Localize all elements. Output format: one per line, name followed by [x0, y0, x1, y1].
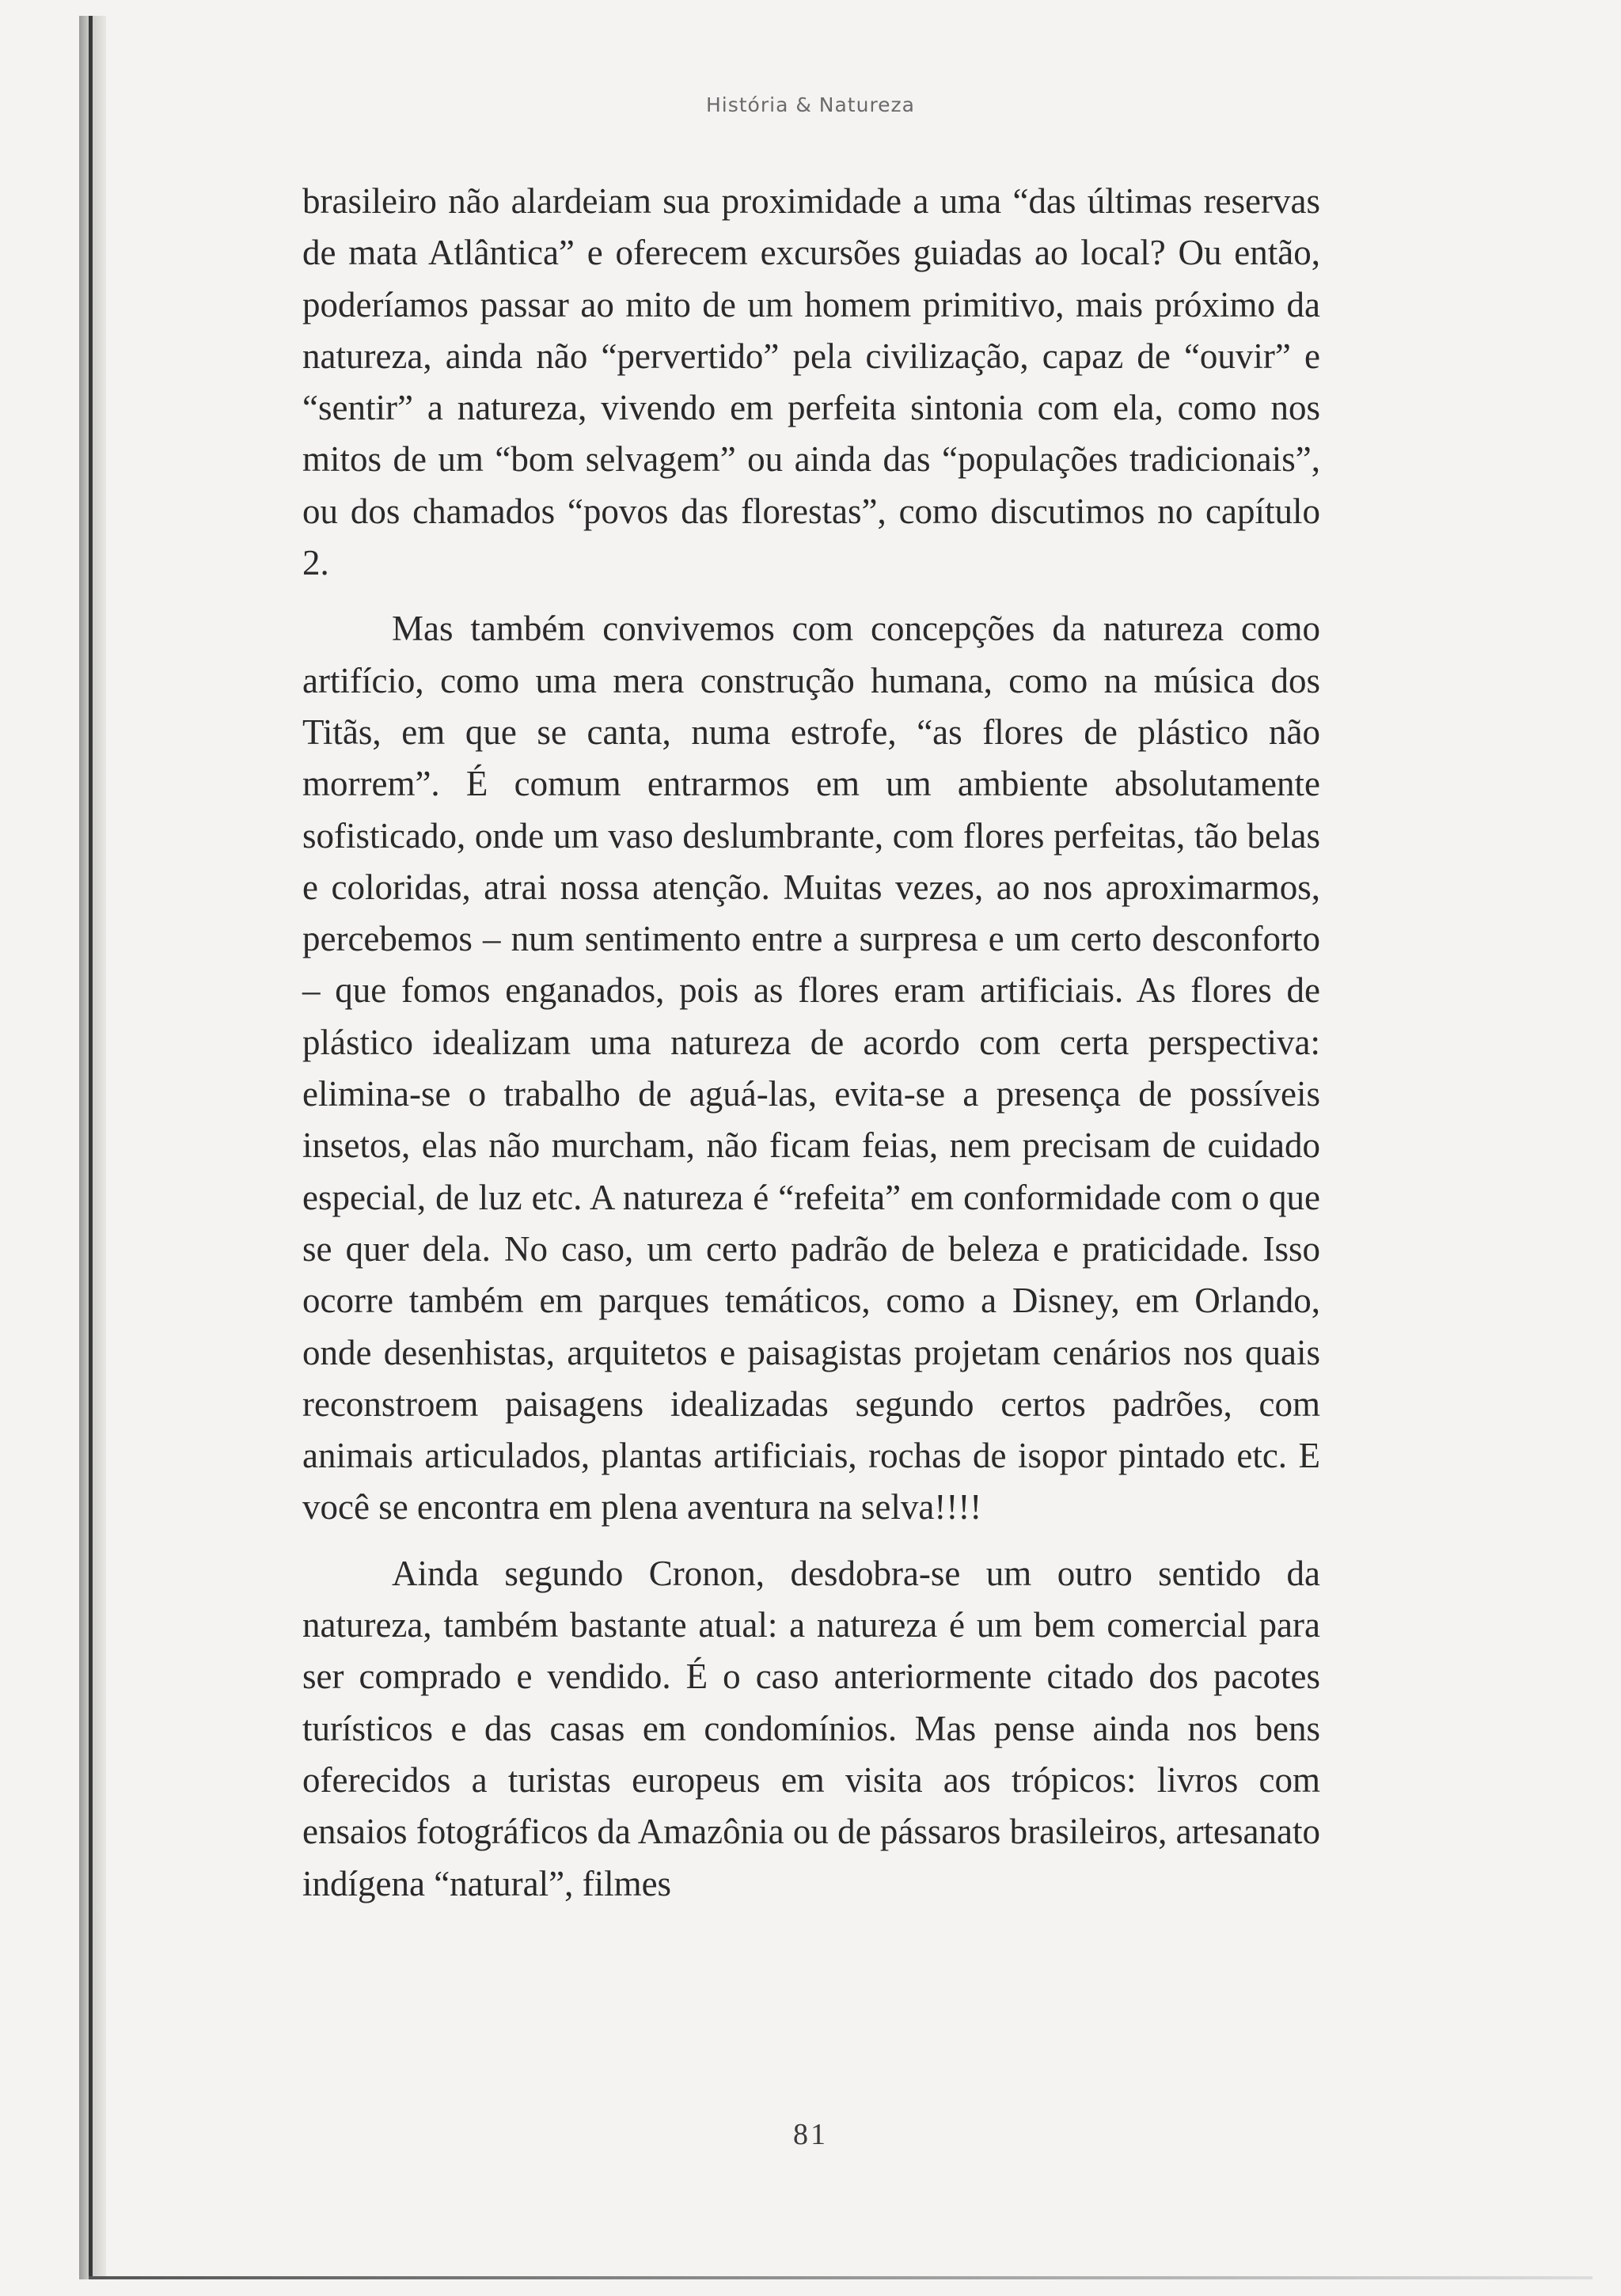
binding-shadow: [79, 16, 106, 2279]
binding-edge: [89, 16, 93, 2279]
body-text: [302, 176, 1320, 1910]
running-header: História & Natureza: [705, 93, 916, 116]
page-bottom-edge: [89, 2276, 1593, 2279]
page-number: 81: [793, 2118, 828, 2151]
paragraph-1: brasileiro não alardeiam sua proximidade a uma “das últimas reservas de mata Atlântica” e oferecem excursões guiadas ao local? Ou então, poderíamos passar ao mito de um homem primitivo, mais próximo da natureza, ainda não “pervertido” pela civilização, capaz de “ouvir” e “sentir” a natureza, vivendo em perfeita sintonia com ela, como nos mitos de um “bom selvagem” ou ainda das “populações tradicionais”, ou dos chamados “povos das florestas”, como discutimos no capítulo 2.: [302, 181, 1320, 583]
paragraph-2: Mas também convivemos com concepções da natureza como artifício, como uma mera construção humana, como na música dos Titãs, em que se canta, numa estrofe, “as flores de plástico não morrem”. É comum entrarmos em um ambiente absolutamente sofisticado, onde um vaso deslumbrante, com flores perfeitas, tão belas e coloridas, atrai nossa atenção. Muitas vezes, ao nos aproximarmos, percebemos – num sentimento entre a surpresa e um certo desconforto – que fomos enganados, pois as flores eram artificiais. As flores de plástico idealizam uma natureza de acordo com certa perspectiva: elimina-se o trabalho de aguá-las, evita-se a presença de possíveis insetos, elas não murcham, não ficam feias, nem precisam de cuidado especial, de luz etc. A natureza é “refeita” em conformidade com o que se quer dela. No caso, um certo padrão de beleza e praticidade. Isso ocorre também em parques temáticos, como a Disney, em Orlando, onde desenhistas, arquitetos e paisagistas projetam cenários nos quais reconstroem paisagens idealizadas segundo certos padrões, com animais articulados, plantas artificiais, rochas de isopor pintado etc. E você se encontra em plena aventura na selva!!!!: [302, 609, 1320, 1528]
paragraph-3: Ainda segundo Cronon, desdobra-se um outro sentido da natureza, também bastante atual: a natureza é um bem comercial para ser comprado e vendido. É o caso anteriormente citado dos pacotes turísticos e das casas em condomínios. Mas pense ainda nos bens oferecidos a turistas europeus em visita aos trópicos: livros com ensaios fotográficos da Amazônia ou de pássaros brasileiros, artesanato indígena “natural”, filmes: [302, 1553, 1320, 1903]
